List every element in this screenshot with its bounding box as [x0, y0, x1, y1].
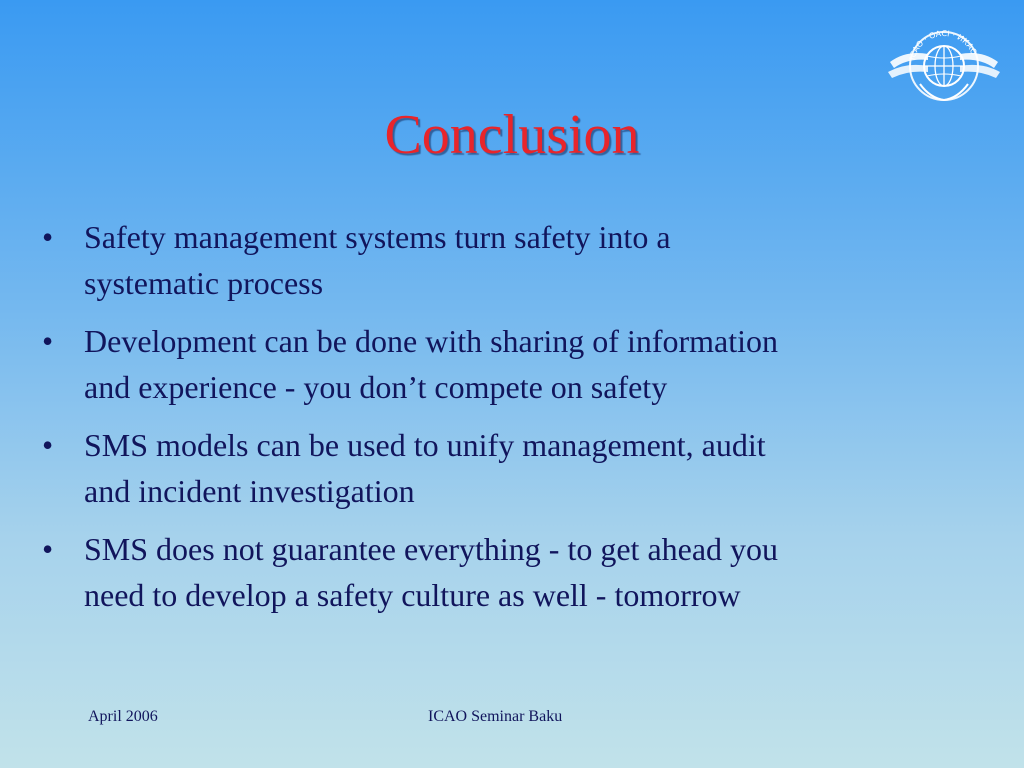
bullet-line-2: systematic process: [84, 265, 324, 301]
slide-title: Conclusion: [384, 104, 640, 166]
bullet-item: [40, 526, 990, 618]
bullet-item: [40, 214, 990, 306]
bullet-item: [40, 318, 990, 410]
bullet-dot-icon: •: [42, 531, 54, 567]
bullet-line-2: need to develop a safety culture as well - tomorrow: [84, 577, 741, 613]
bullet-line-2: and experience - you don’t compete on safety: [84, 369, 668, 405]
footer-date: April 2006: [88, 708, 158, 725]
bullet-item: [40, 422, 990, 514]
bullet-dot-icon: •: [42, 427, 54, 463]
logo-ring-text: ICAO · OACI · ИКАО: [907, 28, 979, 61]
bullet-line-1: Safety management systems turn safety into a: [84, 219, 671, 255]
bullet-line-2: and incident investigation: [84, 473, 415, 509]
bullet-dot-icon: •: [42, 219, 54, 255]
bullet-line-1: Development can be done with sharing of information: [84, 323, 779, 359]
footer-event: ICAO Seminar Baku: [428, 708, 563, 725]
bullet-line-1: SMS models can be used to unify management, audit: [84, 427, 766, 463]
bullet-dot-icon: •: [42, 323, 54, 359]
bullet-list: [40, 214, 990, 630]
bullet-line-1: SMS does not guarantee everything - to get ahead you: [84, 531, 779, 567]
